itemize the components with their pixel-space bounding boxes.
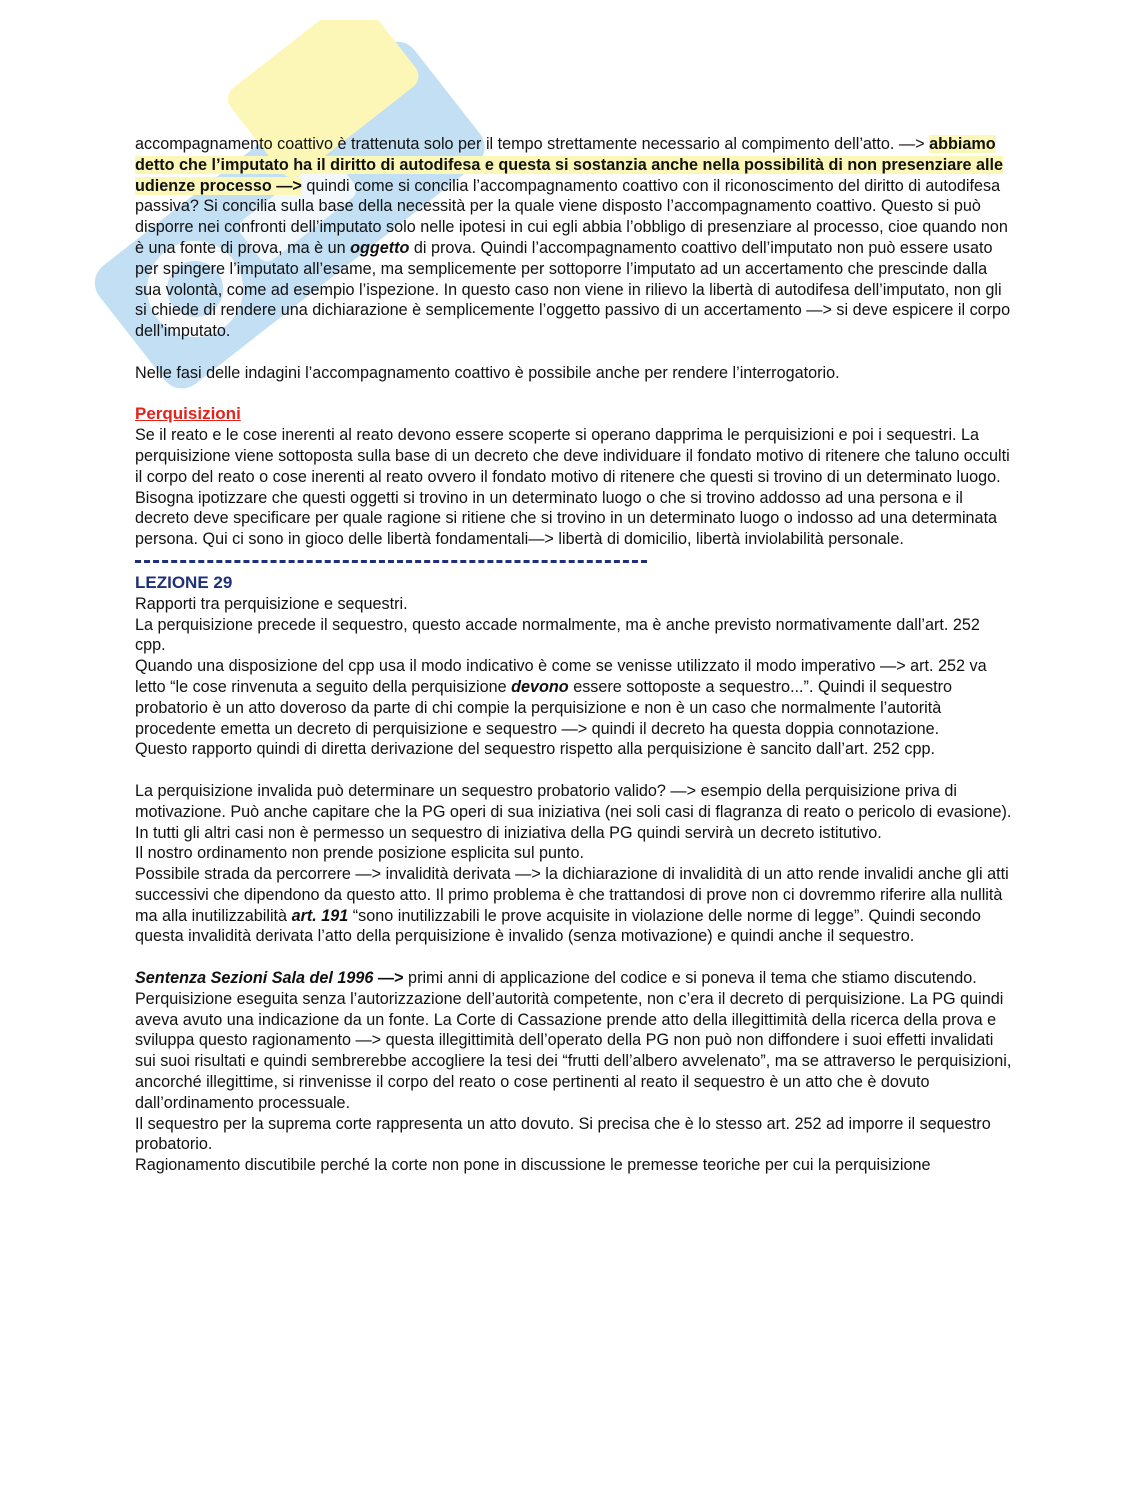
section-heading: Perquisizioni <box>135 404 241 424</box>
paragraph: Rapporti tra perquisizione e sequestri. <box>135 594 408 613</box>
paragraph <box>135 134 1015 342</box>
paragraph: Nelle fasi delle indagini l’accompagnamento coattivo è possibile anche per rendere l’interrogatorio. <box>135 363 840 382</box>
bold-text: abbiamo detto che l’imputato ha il diritto di autodifesa e questa si sostanzia anche nella possibilità di non presenziare alle udienze processo —> <box>135 135 1004 195</box>
bold-italic-text: devono <box>511 677 569 696</box>
lesson-heading: LEZIONE 29 <box>135 572 233 592</box>
text-span: “sono inutilizzabili le prove acquisite in violazione delle norme di legge”. Quindi secondo questa invalidità derivata l’atto della perquisizione è invalido (senza motivazione) e quindi anche il sequestro. <box>135 906 981 946</box>
section-divider <box>135 560 647 573</box>
text-span: accompagnamento coattivo è trattenuta solo per il tempo strettamente necessario al compimento dell’atto. —> <box>135 135 930 153</box>
paragraph: Ragionamento discutibile perché la corte non pone in discussione le premesse teoriche per cui la perquisizione <box>135 1156 931 1175</box>
text-span: Quando una disposizione del cpp usa il modo indicativo è come se venisse utilizzato il modo imperativo —> art. 252 va letto “le cose rinvenuta a seguito della perquisizione <box>135 657 987 696</box>
bold-italic-text: Sentenza Sezioni Sala del 1996 <box>135 969 374 988</box>
paragraph <box>135 656 1015 739</box>
paragraph: Bisogna ipotizzare che questi oggetti si trovino in un determinato luogo o che si trovino addosso ad una persona e il decreto deve specificare per quale ragione si ritiene che si trovino in un determinato luogo o indosso ad una determinata persona. Qui ci sono in gioco delle libertà fondamentali—> libertà di domicilio, libertà inviolabilità personale. <box>135 488 998 549</box>
paragraph: La perquisizione precede il sequestro, questo accade normalmente, ma è anche previsto normativamente dall’art. 252 cpp. <box>135 615 980 655</box>
text-span: Possibile strada da percorrere —> invalidità derivata —> la dichiarazione di invalidità di un atto rende invalidi anche gli atti successivi che dipendono da questo atto. Il primo problema è che trattandosi di prove non ci dovremmo riferire alla nullità ma alla inutilizzabilità <box>135 865 1009 925</box>
bold-italic-text: oggetto <box>350 238 410 257</box>
document-body <box>135 134 1015 1176</box>
bold-text: —> <box>373 969 404 988</box>
text-span: quindi come si concilia l’accompagnamento coattivo con il riconoscimento del diritto di autodifesa passiva? Si concilia sulla base della necessità per la quale viene disposto l’accompagnamento coattivo. Questo si può disporre nei confronti dell’imputato solo nelle ipotesi in cui egli abbia l’obbligo di presenziare al processo, cioe quando non è una fonte di prova, ma è un <box>135 176 1008 257</box>
paragraph: Il sequestro per la suprema corte rappresenta un atto dovuto. Si precisa che è lo stesso art. 252 ad imporre il sequestro probatorio. <box>135 1114 991 1154</box>
paragraph <box>135 864 1015 947</box>
text-span: essere sottoposte a sequestro...”. Quindi il sequestro probatorio è un atto doveroso da parte di chi compie la perquisizione e non è un caso che normalmente l’autorità procedente emetta un decreto di perquisizione e sequestro —> quindi il decreto ha questa doppia connotazione. <box>135 677 953 738</box>
paragraph: Il nostro ordinamento non prende posizione esplicita sul punto. <box>135 844 585 863</box>
paragraph: Se il reato e le cose inerenti al reato devono essere scoperte si operano dapprima le perquisizioni e poi i sequestri. La perquisizione viene sottoposta sulla base di un decreto che deve individuare il fondato motivo di ritenere che taluno occulti il corpo del reato o cose inerenti al reato ovvero il fondato motivo di ritenere che questi si trovino di un determinato luogo. <box>135 426 1010 486</box>
paragraph: Questo rapporto quindi di diretta derivazione del sequestro rispetto alla perquisizione è sancito dall’art. 252 cpp. <box>135 740 935 759</box>
paragraph: La perquisizione invalida può determinare un sequestro probatorio valido? —> esempio della perquisizione priva di motivazione. Può anche capitare che la PG operi di sua iniziativa (nei soli casi di flagranza di reato o pericolo di evasione). In tutti gli altri casi non è permesso un sequestro di iniziativa della PG quindi servirà un decreto istitutivo. <box>135 781 1012 842</box>
text-span: di prova. Quindi l’accompagnamento coattivo dell’imputato non può essere usato per spingere l’imputato all’esame, ma semplicemente per sottoporre l’imputato ad un accertamento che prescinde dalla sua volontà, come ad esempio l’ispezione. In questo caso non viene in rilievo la libertà di autodifesa dell’imputato, non gli si chiede di rendere una dichiarazione è semplicemente l’oggetto passivo di un accertamento —> si deve espicere il corpo dell’imputato. <box>135 238 1011 341</box>
text-span: primi anni di applicazione del codice e si poneva il tema che stiamo discutendo. Perquisizione eseguita senza l’autorizzazione dell’autorità competente, non c’era il decreto di perquisizione. La PG quindi aveva avuto una indicazione da un fonte. La Corte di Cassazione prende atto della illegittimità della ricerca della prova e sviluppa questo ragionamento —> questa illegittimità dell’operato della PG non può non diffondere i suoi effetti invalidati sui suoi risultati e quindi sembrerebbe accogliere la tesi dei “frutti dell’albero avvelenato”, ma se attraverso le perquisizioni, ancorché illegittime, si rinvenisse il corpo del reato o cose pertinenti al reato il sequestro è un atto che è dovuto dall’ordinamento processuale. <box>135 969 1012 1112</box>
paragraph <box>135 968 1015 1114</box>
bold-italic-text: art. 191 <box>291 906 349 925</box>
